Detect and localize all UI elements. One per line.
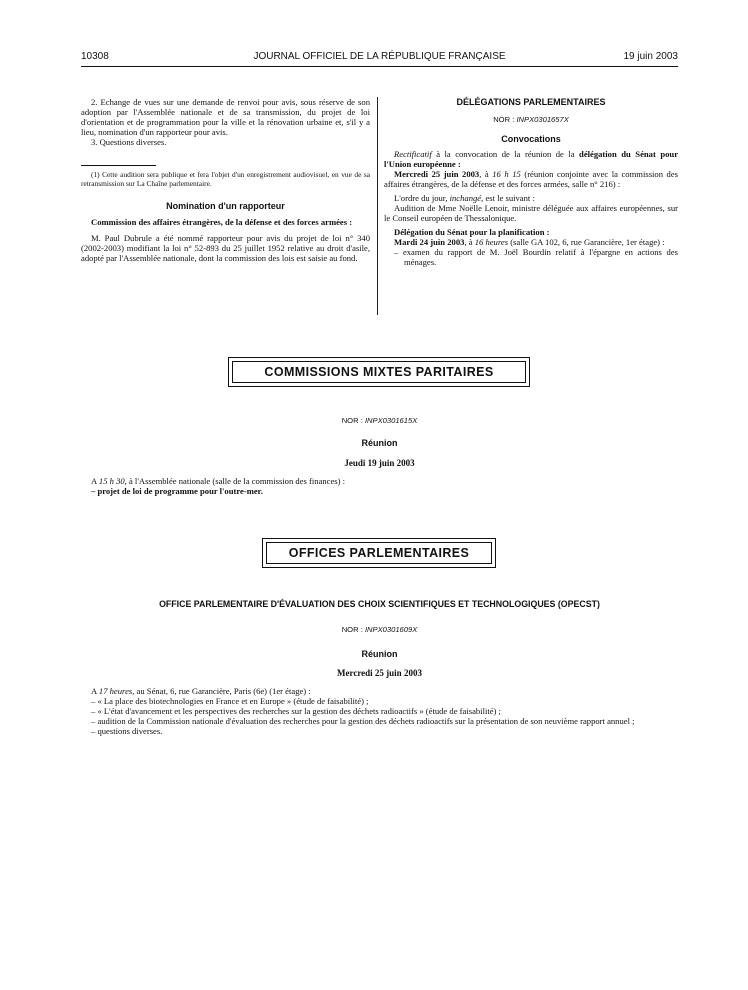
- office-title: OFFICE PARLEMENTAIRE D'ÉVALUATION DES CHOIX SCIENTIFIQUES ET TECHNOLOGIQUES (OPECST): [159, 599, 600, 609]
- meeting-2: [384, 237, 678, 247]
- issue-date: 19 juin 2003: [623, 51, 678, 62]
- header-rule: [81, 66, 678, 67]
- ordre-a: L'ordre du jour,: [394, 193, 450, 203]
- delegations-title: DÉLÉGATIONS PARLEMENTAIRES: [456, 97, 606, 107]
- cmp-nor: [81, 416, 678, 425]
- agenda-item-2: 2. Echange de vues sur une demande de renvoi pour avis, sous réserve de son adoption par l'Assemblée nationale et de sa transmission, du projet de loi d'orientation et de programmation pour la ville et la rénovation urbaine et, s'il y a lieu, nomination d'un rapporteur pour avis.: [81, 97, 370, 137]
- cmp-nor-code: INPX0301615X: [364, 416, 418, 425]
- cmp-section-box: [228, 357, 530, 387]
- meeting-2-time: 16 heures: [474, 237, 509, 247]
- footnote-rule: [81, 165, 156, 166]
- ordre-b: , est le suivant :: [481, 193, 535, 203]
- meeting-2-details: (salle GA 102, 6, rue Garancière, 1er étage) :: [508, 237, 665, 247]
- offices-item-3: – audition de la Commission nationale d'évaluation des recherches pour la gestion des déchets radioactifs sur la présentation de son neuvième rapport annuel ;: [91, 716, 635, 726]
- rectificatif-text: à la convocation de la réunion de la: [431, 149, 580, 159]
- offices-date: Mercredi 25 juin 2003: [337, 668, 422, 678]
- cmp-section-title: COMMISSIONS MIXTES PARITAIRES: [232, 361, 526, 383]
- nor-label: NOR :: [493, 115, 515, 124]
- delegation-ue: délégation du Sénat pour l'Union européenne :: [384, 149, 679, 169]
- nor-code: INPX0301657X: [516, 115, 569, 124]
- cmp-a: A: [91, 476, 99, 486]
- rectificatif-paragraph: [384, 149, 678, 169]
- offices-body: [91, 686, 677, 736]
- column-divider: [377, 97, 378, 315]
- offices-nor-label: NOR :: [341, 625, 363, 634]
- offices-item-2: – « L'état d'avancement et les perspectives des recherches sur la gestion des déchets radioactifs » (étude de faisabilité) ;: [91, 706, 501, 716]
- meeting-1-time: 16 h 15: [492, 169, 521, 179]
- rectificatif-word: Rectificatif: [394, 149, 432, 159]
- journal-title: JOURNAL OFFICIEL DE LA RÉPUBLIQUE FRANÇAISE: [253, 51, 506, 62]
- footnote: (1) Cette audition sera publique et fera l'objet d'un enregistrement audiovisuel, en vue de sa retransmission sur La Chaîne parlementaire.: [81, 170, 370, 188]
- offices-item-1: – « La place des biotechnologies en France et en Europe » (étude de faisabilité) ;: [91, 696, 369, 706]
- meeting-1-details: (réunion conjointe avec la commission des affaires étrangères, de la défense et des forces armées, salle n° 216) :: [384, 169, 679, 189]
- meeting-1-sep: , à: [479, 169, 493, 179]
- agenda-item-3: 3. Questions diverses.: [91, 137, 167, 147]
- meeting-1: [384, 169, 678, 189]
- ordre-inchange: inchangé: [449, 193, 482, 203]
- cmp-line-2: – projet de loi de programme pour l'outre-mer.: [91, 486, 263, 496]
- cmp-date: Jeudi 19 juin 2003: [344, 458, 415, 468]
- right-column: [384, 97, 678, 267]
- convocations-heading: Convocations: [501, 134, 561, 144]
- audition-text: Audition de Mme Noëlle Lenoir, ministre déléguée aux affaires européennes, sur le Conseil européen de Thessalonique.: [384, 203, 678, 223]
- offices-nor: [81, 625, 678, 634]
- page-header: [81, 51, 678, 65]
- offices-nor-code: INPX0301609X: [364, 625, 418, 634]
- page-number: 10308: [81, 51, 109, 62]
- offices-a: A: [91, 686, 99, 696]
- nomination-heading: Nomination d'un rapporteur: [166, 201, 285, 211]
- nomination-text: M. Paul Dubrule a été nommé rapporteur pour avis du projet de loi n° 340 (2002-2003) modifiant la loi n° 52-893 du 25 juillet 1952 relative au droit d'asile, adopté par l'Assemblée nationale, dont la commission des lois est saisie au fond.: [81, 233, 370, 263]
- cmp-body: [91, 476, 677, 496]
- offices-line-1: [91, 686, 677, 696]
- delegation-planification: Délégation du Sénat pour la planification :: [394, 227, 550, 237]
- meeting-2-date: Mardi 24 juin 2003: [394, 237, 465, 247]
- commission-heading: Commission des affaires étrangères, de la défense et des forces armées :: [91, 217, 353, 227]
- nor-reference: [384, 115, 678, 125]
- offices-section-box: [262, 538, 496, 568]
- offices-location: , au Sénat, 6, rue Garancière, Paris (6e) (1er étage) :: [132, 686, 311, 696]
- cmp-nor-label: NOR :: [341, 416, 363, 425]
- ordre-du-jour: [384, 193, 678, 203]
- cmp-line-1: [91, 476, 677, 486]
- cmp-reunion: Réunion: [361, 438, 398, 448]
- offices-reunion: Réunion: [361, 649, 398, 659]
- cmp-location: , à l'Assemblée nationale (salle de la commission des finances) :: [124, 476, 346, 486]
- meeting-1-date: Mercredi 25 juin 2003: [394, 169, 480, 179]
- meeting-2-item: – examen du rapport de M. Joël Bourdin relatif à l'épargne en actions des ménages.: [394, 247, 678, 267]
- offices-section-title: OFFICES PARLEMENTAIRES: [266, 542, 492, 564]
- meeting-2-sep: , à: [464, 237, 475, 247]
- offices-time: 17 heures: [98, 686, 133, 696]
- offices-item-4: – questions diverses.: [91, 726, 163, 736]
- left-column: [81, 97, 370, 263]
- cmp-time: 15 h 30: [98, 476, 125, 486]
